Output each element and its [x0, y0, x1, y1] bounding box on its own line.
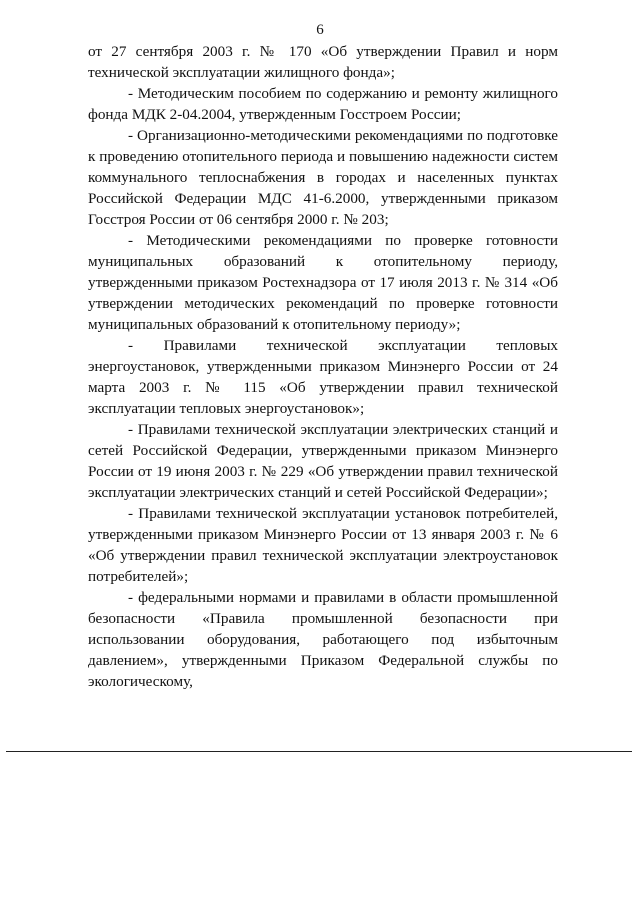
- paragraph: - Методическим пособием по содержанию и ремонту жилищного фонда МДК 2-04.2004, утвержденным Госстроем России;: [88, 85, 558, 123]
- paragraph: - Правилами технической эксплуатации установок потребителей, утвержденными приказом Минэнерго России от 13 января 2003 г. № 6 «Об утверждении правил технической эксплуатации электроустановок потребителей»;: [88, 505, 558, 585]
- paragraph: - федеральными нормами и правилами в области промышленной безопасности «Правила промышленной безопасности при использовании оборудования, работающего под избыточным давлением», утвержденными Приказом Федеральной службы по экологическому,: [88, 589, 558, 690]
- page-number: 6: [316, 22, 324, 38]
- page-divider-line: [6, 751, 632, 752]
- paragraph: - Организационно-методическими рекомендациями по подготовке к проведению отопительного периода и повышению надежности систем коммунального теплоснабжения в городах и населенных пунктах Российской Федерации МДС 41-6.2000, утвержденными приказом Госстроя России от 06 сентября 2000 г. № 203;: [88, 127, 558, 228]
- paragraph: - Правилами технической эксплуатации тепловых энергоустановок, утвержденными приказом Минэнерго России от 24 марта 2003 г. № 115 «Об утверждении правил технической эксплуатации тепловых энергоустановок»;: [88, 337, 558, 417]
- paragraph: - Методическими рекомендациями по проверке готовности муниципальных образований к отопительному периоду, утвержденными приказом Ростехнадзора от 17 июля 2013 г. № 314 «Об утверждении методических рекомендаций по проверке готовности муниципальных образований к отопительному периоду»;: [88, 232, 558, 333]
- document-body: [88, 41, 558, 692]
- paragraph: от 27 сентября 2003 г. № 170 «Об утверждении Правил и норм технической эксплуатации жилищного фонда»;: [88, 43, 558, 81]
- paragraph: - Правилами технической эксплуатации электрических станций и сетей Российской Федерации, утвержденными приказом Минэнерго России от 19 июня 2003 г. № 229 «Об утверждении правил технической эксплуатации электрических станций и сетей Российской Федерации»;: [88, 421, 558, 501]
